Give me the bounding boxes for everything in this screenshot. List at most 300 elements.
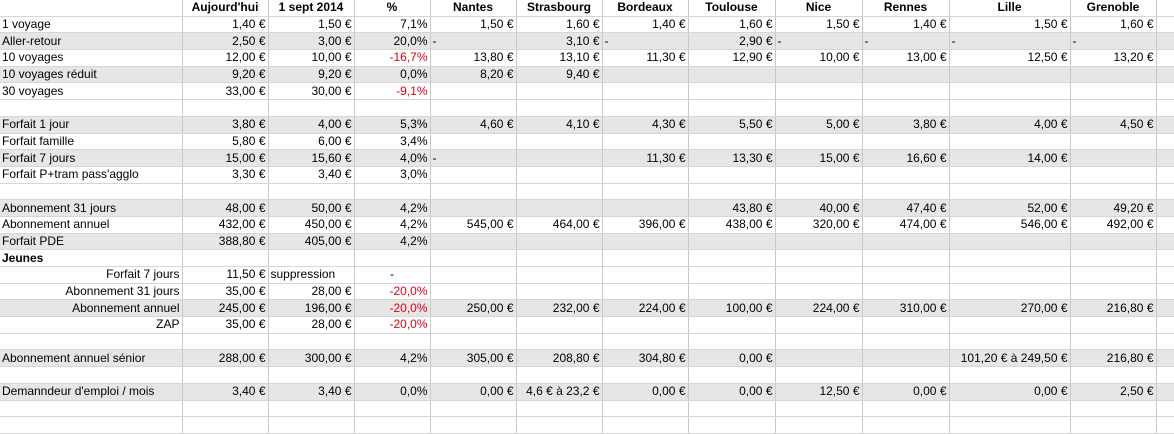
table-cell[interactable]	[516, 83, 602, 100]
table-cell[interactable]: 0,00 €	[862, 383, 949, 400]
row-label[interactable]: Abonnement annuel sénior	[0, 350, 182, 367]
table-cell[interactable]: 305,00 €	[430, 350, 516, 367]
row-label[interactable]: 10 voyages	[0, 50, 182, 67]
row-label[interactable]: 1 voyage	[0, 16, 182, 33]
row-label[interactable]: Forfait 7 jours	[0, 267, 182, 284]
row-label[interactable]	[0, 417, 182, 434]
table-cell[interactable]	[1070, 283, 1156, 300]
table-cell[interactable]	[430, 417, 516, 434]
table-cell[interactable]	[949, 66, 1070, 83]
table-cell[interactable]	[1156, 317, 1174, 334]
table-cell[interactable]: 388,80 €	[182, 233, 268, 250]
table-cell[interactable]	[1156, 116, 1174, 133]
row-label[interactable]: Abonnement 31 jours	[0, 200, 182, 217]
table-cell[interactable]: 101,20 € à 249,50 €	[949, 350, 1070, 367]
table-cell[interactable]: 8,20 €	[430, 66, 516, 83]
column-header[interactable]: 1 sept 2014	[268, 0, 354, 16]
column-header[interactable]: Toulouse	[688, 0, 775, 16]
table-cell[interactable]	[602, 250, 688, 267]
row-label[interactable]: Forfait 1 jour	[0, 116, 182, 133]
table-cell[interactable]: 3,30 €	[182, 166, 268, 183]
table-cell[interactable]	[602, 66, 688, 83]
table-cell[interactable]	[1070, 333, 1156, 350]
table-cell[interactable]: 48,00 €	[182, 200, 268, 217]
table-cell[interactable]: -	[775, 33, 862, 50]
table-cell[interactable]: 1,50 €	[268, 16, 354, 33]
table-cell[interactable]	[354, 100, 430, 117]
table-cell[interactable]: 40,00 €	[775, 200, 862, 217]
table-cell[interactable]: -9,1%	[354, 83, 430, 100]
table-cell[interactable]: 16,60 €	[862, 150, 949, 167]
table-cell[interactable]	[862, 350, 949, 367]
table-cell[interactable]	[862, 133, 949, 150]
table-cell[interactable]: 250,00 €	[430, 300, 516, 317]
table-cell[interactable]	[949, 183, 1070, 200]
table-cell[interactable]	[1156, 216, 1174, 233]
table-cell[interactable]: 12,00 €	[182, 50, 268, 67]
row-label[interactable]: Abonnement annuel	[0, 216, 182, 233]
table-cell[interactable]	[182, 333, 268, 350]
table-cell[interactable]: -	[949, 33, 1070, 50]
table-cell[interactable]	[1070, 150, 1156, 167]
table-cell[interactable]	[949, 333, 1070, 350]
table-cell[interactable]: 4,00 €	[949, 116, 1070, 133]
table-cell[interactable]	[516, 250, 602, 267]
row-label[interactable]: Forfait famille	[0, 133, 182, 150]
table-cell[interactable]	[602, 367, 688, 384]
table-cell[interactable]	[949, 133, 1070, 150]
table-cell[interactable]	[775, 183, 862, 200]
table-cell[interactable]	[430, 333, 516, 350]
table-cell[interactable]	[862, 267, 949, 284]
table-cell[interactable]: 545,00 €	[430, 216, 516, 233]
table-cell[interactable]: 1,60 €	[1070, 16, 1156, 33]
table-cell[interactable]	[430, 83, 516, 100]
table-cell[interactable]	[688, 417, 775, 434]
table-cell[interactable]	[862, 250, 949, 267]
table-cell[interactable]: 0,0%	[354, 66, 430, 83]
table-cell[interactable]	[516, 283, 602, 300]
table-cell[interactable]	[1156, 283, 1174, 300]
table-cell[interactable]	[1156, 367, 1174, 384]
table-cell[interactable]: 100,00 €	[688, 300, 775, 317]
table-cell[interactable]	[949, 83, 1070, 100]
table-cell[interactable]: 4,2%	[354, 200, 430, 217]
table-cell[interactable]: 1,40 €	[862, 16, 949, 33]
table-cell[interactable]	[1070, 233, 1156, 250]
table-cell[interactable]	[354, 367, 430, 384]
table-cell[interactable]	[354, 417, 430, 434]
table-cell[interactable]: 15,00 €	[182, 150, 268, 167]
table-cell[interactable]	[354, 400, 430, 417]
table-cell[interactable]: 208,80 €	[516, 350, 602, 367]
table-cell[interactable]	[688, 133, 775, 150]
table-cell[interactable]: 1,40 €	[602, 16, 688, 33]
table-cell[interactable]: 1,50 €	[949, 16, 1070, 33]
table-cell[interactable]	[1156, 33, 1174, 50]
table-cell[interactable]: 0,00 €	[430, 383, 516, 400]
table-cell[interactable]	[602, 233, 688, 250]
table-cell[interactable]: 1,50 €	[775, 16, 862, 33]
table-cell[interactable]: 5,3%	[354, 116, 430, 133]
column-header[interactable]: Nice	[775, 0, 862, 16]
table-cell[interactable]	[1156, 166, 1174, 183]
table-cell[interactable]	[1070, 317, 1156, 334]
table-cell[interactable]	[688, 100, 775, 117]
table-cell[interactable]: 13,10 €	[516, 50, 602, 67]
table-cell[interactable]	[775, 400, 862, 417]
table-cell[interactable]: 10,00 €	[775, 50, 862, 67]
table-cell[interactable]: 4,2%	[354, 350, 430, 367]
row-label[interactable]: Forfait PDE	[0, 233, 182, 250]
table-cell[interactable]: 9,20 €	[268, 66, 354, 83]
table-cell[interactable]	[354, 333, 430, 350]
table-cell[interactable]	[430, 233, 516, 250]
table-cell[interactable]	[1156, 250, 1174, 267]
table-cell[interactable]: 1,50 €	[430, 16, 516, 33]
table-cell[interactable]	[1070, 66, 1156, 83]
table-cell[interactable]	[1156, 183, 1174, 200]
table-cell[interactable]: -	[430, 33, 516, 50]
table-cell[interactable]: 432,00 €	[182, 216, 268, 233]
table-cell[interactable]	[688, 333, 775, 350]
row-label[interactable]: Jeunes	[0, 250, 182, 267]
column-header[interactable]	[1156, 0, 1174, 16]
table-cell[interactable]	[268, 183, 354, 200]
row-label[interactable]: 30 voyages	[0, 83, 182, 100]
table-cell[interactable]: 216,80 €	[1070, 300, 1156, 317]
table-cell[interactable]: 216,80 €	[1070, 350, 1156, 367]
table-cell[interactable]	[862, 83, 949, 100]
table-cell[interactable]: -20,0%	[354, 317, 430, 334]
table-cell[interactable]	[430, 250, 516, 267]
table-cell[interactable]	[602, 83, 688, 100]
table-cell[interactable]: 4,60 €	[430, 116, 516, 133]
table-cell[interactable]	[862, 417, 949, 434]
table-cell[interactable]: 320,00 €	[775, 216, 862, 233]
table-cell[interactable]: 35,00 €	[182, 317, 268, 334]
table-cell[interactable]: 12,50 €	[775, 383, 862, 400]
table-cell[interactable]	[1070, 267, 1156, 284]
table-cell[interactable]	[182, 250, 268, 267]
table-cell[interactable]	[1070, 367, 1156, 384]
table-cell[interactable]	[602, 200, 688, 217]
table-cell[interactable]	[182, 367, 268, 384]
table-cell[interactable]	[775, 66, 862, 83]
table-cell[interactable]	[1070, 417, 1156, 434]
table-cell[interactable]: 4,6 € à 23,2 €	[516, 383, 602, 400]
table-cell[interactable]	[775, 100, 862, 117]
table-cell[interactable]	[949, 283, 1070, 300]
row-label[interactable]: Abonnement 31 jours	[0, 283, 182, 300]
table-cell[interactable]: 5,00 €	[775, 116, 862, 133]
table-cell[interactable]	[1156, 83, 1174, 100]
table-cell[interactable]	[602, 133, 688, 150]
table-cell[interactable]: 14,00 €	[949, 150, 1070, 167]
column-header[interactable]: Aujourd'hui	[182, 0, 268, 16]
table-cell[interactable]	[430, 100, 516, 117]
table-cell[interactable]	[516, 150, 602, 167]
table-cell[interactable]	[602, 267, 688, 284]
table-cell[interactable]	[1156, 16, 1174, 33]
table-cell[interactable]: 5,80 €	[182, 133, 268, 150]
table-cell[interactable]: 3,80 €	[862, 116, 949, 133]
row-label[interactable]: 10 voyages réduit	[0, 66, 182, 83]
table-cell[interactable]: 13,30 €	[688, 150, 775, 167]
table-cell[interactable]: 196,00 €	[268, 300, 354, 317]
table-cell[interactable]	[354, 250, 430, 267]
table-cell[interactable]: 49,20 €	[1070, 200, 1156, 217]
table-cell[interactable]: 310,00 €	[862, 300, 949, 317]
table-cell[interactable]	[949, 317, 1070, 334]
table-cell[interactable]: 4,2%	[354, 216, 430, 233]
table-cell[interactable]	[775, 350, 862, 367]
table-cell[interactable]	[949, 367, 1070, 384]
table-cell[interactable]	[1156, 200, 1174, 217]
table-cell[interactable]	[430, 400, 516, 417]
table-cell[interactable]	[268, 367, 354, 384]
table-cell[interactable]	[516, 166, 602, 183]
column-header[interactable]: Strasbourg	[516, 0, 602, 16]
table-cell[interactable]	[430, 367, 516, 384]
table-cell[interactable]	[688, 317, 775, 334]
table-cell[interactable]	[602, 333, 688, 350]
table-cell[interactable]: 304,80 €	[602, 350, 688, 367]
table-cell[interactable]: -	[354, 267, 430, 284]
table-cell[interactable]: 4,50 €	[1070, 116, 1156, 133]
table-cell[interactable]: 492,00 €	[1070, 216, 1156, 233]
table-cell[interactable]: 12,90 €	[688, 50, 775, 67]
table-cell[interactable]	[430, 267, 516, 284]
row-label[interactable]	[0, 400, 182, 417]
table-cell[interactable]: 4,2%	[354, 233, 430, 250]
table-cell[interactable]	[949, 100, 1070, 117]
table-cell[interactable]	[516, 133, 602, 150]
table-cell[interactable]	[430, 133, 516, 150]
table-cell[interactable]: 405,00 €	[268, 233, 354, 250]
column-header[interactable]	[0, 0, 182, 16]
table-cell[interactable]: 3,0%	[354, 166, 430, 183]
row-label[interactable]: ZAP	[0, 317, 182, 334]
table-cell[interactable]	[268, 250, 354, 267]
table-cell[interactable]	[688, 66, 775, 83]
table-cell[interactable]	[268, 333, 354, 350]
table-cell[interactable]: 2,50 €	[182, 33, 268, 50]
table-cell[interactable]	[1156, 383, 1174, 400]
table-cell[interactable]	[182, 100, 268, 117]
table-cell[interactable]	[1070, 100, 1156, 117]
table-cell[interactable]	[862, 183, 949, 200]
table-cell[interactable]: 4,30 €	[602, 116, 688, 133]
table-cell[interactable]	[516, 400, 602, 417]
table-cell[interactable]	[602, 317, 688, 334]
table-cell[interactable]: 0,0%	[354, 383, 430, 400]
table-cell[interactable]	[516, 200, 602, 217]
table-cell[interactable]	[1156, 400, 1174, 417]
table-cell[interactable]	[1156, 100, 1174, 117]
table-cell[interactable]: -16,7%	[354, 50, 430, 67]
table-cell[interactable]	[602, 283, 688, 300]
table-cell[interactable]: -	[602, 33, 688, 50]
table-cell[interactable]: 7,1%	[354, 16, 430, 33]
row-label[interactable]	[0, 100, 182, 117]
column-header[interactable]: Lille	[949, 0, 1070, 16]
table-cell[interactable]	[1070, 83, 1156, 100]
table-cell[interactable]	[688, 367, 775, 384]
table-cell[interactable]	[862, 283, 949, 300]
table-cell[interactable]: 288,00 €	[182, 350, 268, 367]
table-cell[interactable]: 9,40 €	[516, 66, 602, 83]
table-cell[interactable]: 33,00 €	[182, 83, 268, 100]
table-cell[interactable]: 0,00 €	[688, 350, 775, 367]
table-cell[interactable]: 28,00 €	[268, 283, 354, 300]
table-cell[interactable]	[1070, 250, 1156, 267]
table-cell[interactable]: 15,00 €	[775, 150, 862, 167]
table-cell[interactable]: 245,00 €	[182, 300, 268, 317]
table-cell[interactable]	[775, 267, 862, 284]
table-cell[interactable]: 4,0%	[354, 150, 430, 167]
table-cell[interactable]: 2,50 €	[1070, 383, 1156, 400]
table-cell[interactable]: 224,00 €	[775, 300, 862, 317]
table-cell[interactable]	[430, 200, 516, 217]
table-cell[interactable]	[688, 250, 775, 267]
table-cell[interactable]	[949, 400, 1070, 417]
table-cell[interactable]	[862, 333, 949, 350]
table-cell[interactable]	[1156, 350, 1174, 367]
table-cell[interactable]: 1,60 €	[688, 16, 775, 33]
table-cell[interactable]	[1156, 300, 1174, 317]
table-cell[interactable]: 35,00 €	[182, 283, 268, 300]
table-cell[interactable]: 11,50 €	[182, 267, 268, 284]
table-cell[interactable]: 11,30 €	[602, 50, 688, 67]
table-cell[interactable]: 396,00 €	[602, 216, 688, 233]
table-cell[interactable]: 3,40 €	[268, 383, 354, 400]
table-cell[interactable]	[688, 400, 775, 417]
column-header[interactable]: Nantes	[430, 0, 516, 16]
table-cell[interactable]: 3,10 €	[516, 33, 602, 50]
table-cell[interactable]	[1070, 166, 1156, 183]
table-cell[interactable]	[775, 333, 862, 350]
table-cell[interactable]: 13,80 €	[430, 50, 516, 67]
table-cell[interactable]	[775, 83, 862, 100]
table-cell[interactable]	[430, 317, 516, 334]
row-label[interactable]	[0, 333, 182, 350]
table-cell[interactable]: 28,00 €	[268, 317, 354, 334]
table-cell[interactable]	[862, 317, 949, 334]
table-cell[interactable]: 11,30 €	[602, 150, 688, 167]
row-label[interactable]: Forfait 7 jours	[0, 150, 182, 167]
table-cell[interactable]: 4,10 €	[516, 116, 602, 133]
table-cell[interactable]: 1,40 €	[182, 16, 268, 33]
table-cell[interactable]	[775, 133, 862, 150]
table-cell[interactable]: 3,40 €	[268, 166, 354, 183]
table-cell[interactable]	[268, 400, 354, 417]
table-cell[interactable]: 52,00 €	[949, 200, 1070, 217]
table-cell[interactable]: -	[1070, 33, 1156, 50]
table-cell[interactable]: 450,00 €	[268, 216, 354, 233]
table-cell[interactable]	[949, 233, 1070, 250]
table-cell[interactable]: suppression	[268, 267, 354, 284]
table-cell[interactable]: 3,4%	[354, 133, 430, 150]
table-cell[interactable]	[602, 100, 688, 117]
table-cell[interactable]	[862, 100, 949, 117]
table-cell[interactable]	[1156, 333, 1174, 350]
table-cell[interactable]: 3,00 €	[268, 33, 354, 50]
table-cell[interactable]	[949, 267, 1070, 284]
table-cell[interactable]	[516, 367, 602, 384]
table-cell[interactable]: 232,00 €	[516, 300, 602, 317]
table-cell[interactable]: -	[862, 33, 949, 50]
table-cell[interactable]	[688, 83, 775, 100]
table-cell[interactable]	[688, 267, 775, 284]
table-cell[interactable]	[862, 166, 949, 183]
table-cell[interactable]	[1070, 400, 1156, 417]
table-cell[interactable]	[516, 233, 602, 250]
table-cell[interactable]: 3,40 €	[182, 383, 268, 400]
table-cell[interactable]: 12,50 €	[949, 50, 1070, 67]
table-cell[interactable]: 3,80 €	[182, 116, 268, 133]
row-label[interactable]: Forfait P+tram pass'agglo	[0, 166, 182, 183]
table-cell[interactable]	[602, 417, 688, 434]
table-cell[interactable]	[688, 283, 775, 300]
table-cell[interactable]	[862, 367, 949, 384]
table-cell[interactable]	[775, 417, 862, 434]
table-cell[interactable]: -20,0%	[354, 300, 430, 317]
table-cell[interactable]	[862, 400, 949, 417]
table-cell[interactable]	[949, 250, 1070, 267]
table-cell[interactable]: 20,0%	[354, 33, 430, 50]
table-cell[interactable]	[949, 166, 1070, 183]
table-cell[interactable]	[775, 233, 862, 250]
table-cell[interactable]	[862, 66, 949, 83]
table-cell[interactable]	[602, 400, 688, 417]
table-cell[interactable]: -20,0%	[354, 283, 430, 300]
row-label[interactable]	[0, 367, 182, 384]
table-cell[interactable]	[949, 417, 1070, 434]
table-cell[interactable]	[1070, 183, 1156, 200]
table-cell[interactable]	[602, 183, 688, 200]
table-cell[interactable]: 50,00 €	[268, 200, 354, 217]
table-cell[interactable]: 1,60 €	[516, 16, 602, 33]
table-cell[interactable]	[1156, 133, 1174, 150]
table-cell[interactable]: 2,90 €	[688, 33, 775, 50]
row-label[interactable]	[0, 183, 182, 200]
table-cell[interactable]: 0,00 €	[949, 383, 1070, 400]
table-cell[interactable]	[1156, 417, 1174, 434]
table-cell[interactable]: 13,00 €	[862, 50, 949, 67]
table-cell[interactable]	[182, 400, 268, 417]
table-cell[interactable]: 5,50 €	[688, 116, 775, 133]
table-cell[interactable]	[516, 417, 602, 434]
table-cell[interactable]: 6,00 €	[268, 133, 354, 150]
table-cell[interactable]: 0,00 €	[602, 383, 688, 400]
table-cell[interactable]: 464,00 €	[516, 216, 602, 233]
table-cell[interactable]	[516, 183, 602, 200]
table-cell[interactable]	[862, 233, 949, 250]
table-cell[interactable]	[516, 267, 602, 284]
table-cell[interactable]: 270,00 €	[949, 300, 1070, 317]
table-cell[interactable]: 300,00 €	[268, 350, 354, 367]
table-cell[interactable]	[1156, 267, 1174, 284]
table-cell[interactable]	[430, 183, 516, 200]
table-cell[interactable]	[1156, 50, 1174, 67]
table-cell[interactable]: 474,00 €	[862, 216, 949, 233]
table-cell[interactable]	[430, 166, 516, 183]
table-cell[interactable]	[516, 100, 602, 117]
table-cell[interactable]	[775, 166, 862, 183]
table-cell[interactable]	[268, 100, 354, 117]
table-cell[interactable]: 4,00 €	[268, 116, 354, 133]
